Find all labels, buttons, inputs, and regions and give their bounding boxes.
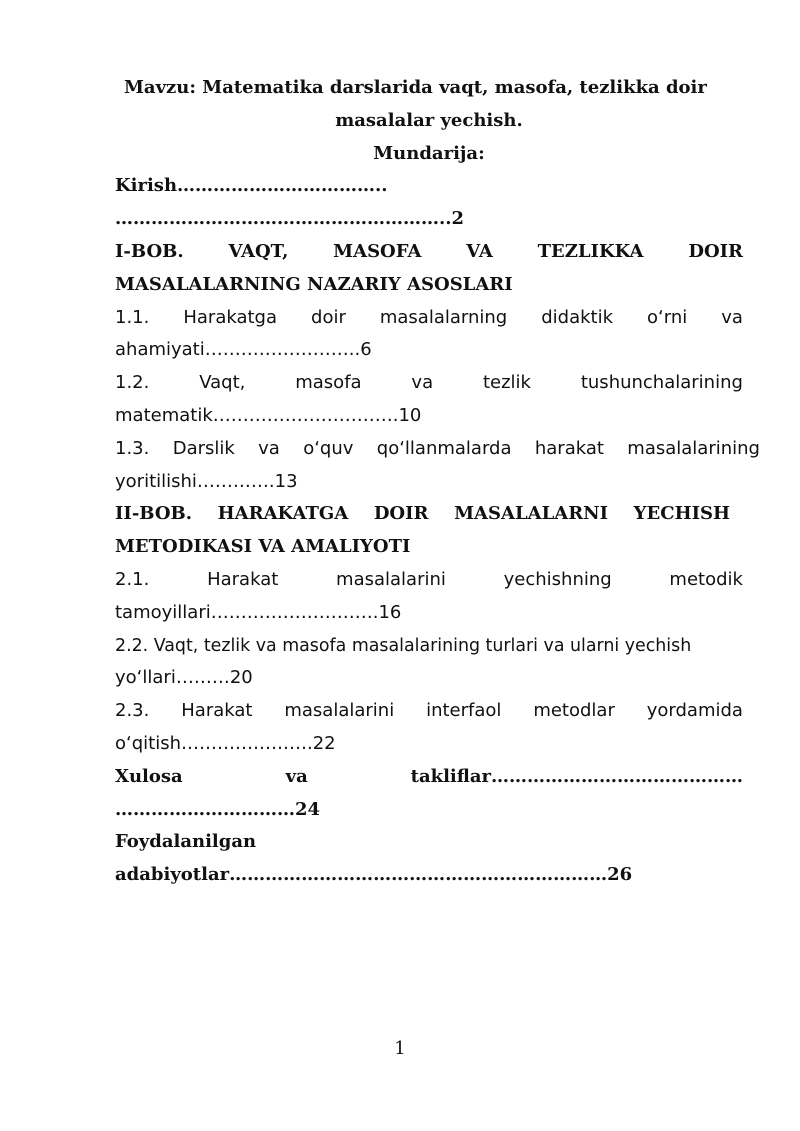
toc-section-1-3-line-1 bbox=[115, 433, 760, 466]
toc-section-1-3-line-2: yoritilishi………….13 bbox=[115, 470, 298, 492]
toc-section-2-2-line-1: 2.2. Vaqt, tezlik va masofa masalalarining turlari va ularni yechish bbox=[115, 635, 692, 656]
toc-section-2-3-line-1 bbox=[115, 695, 743, 728]
toc-word: qo‘llanmalarda bbox=[376, 437, 512, 459]
toc-word: MASOFA bbox=[333, 240, 422, 262]
table-of-contents bbox=[115, 72, 760, 892]
toc-word: Vaqt, bbox=[199, 372, 246, 394]
toc-word: VAQT, bbox=[228, 240, 289, 262]
toc-section-2-1-line-2: tamoyillari……………………….16 bbox=[115, 601, 402, 623]
toc-section-1-1-line-1 bbox=[115, 302, 743, 335]
toc-word: Xulosa bbox=[115, 765, 183, 787]
toc-word: takliflar…………………………………… bbox=[410, 765, 743, 787]
toc-word: va bbox=[721, 306, 743, 328]
toc-word: I-BOB. bbox=[115, 240, 184, 262]
toc-entry-kirish-line-2: ………………………………………………..2 bbox=[115, 208, 465, 230]
toc-word: o‘quv bbox=[303, 437, 354, 459]
toc-word: 2.3. bbox=[115, 700, 150, 722]
toc-word: o‘rni bbox=[647, 306, 688, 328]
toc-word: harakat bbox=[534, 437, 604, 459]
toc-section-1-2-line-2: matematik………………………….10 bbox=[115, 404, 422, 426]
toc-section-2-2-line-2: yo‘llari………20 bbox=[115, 667, 253, 689]
toc-word: Harakat bbox=[181, 700, 253, 722]
toc-entry-adabiyotlar-line-2: adabiyotlar………………………………………………………26 bbox=[115, 864, 633, 886]
toc-word: masofa bbox=[295, 372, 362, 394]
toc-word: VA bbox=[466, 240, 493, 262]
toc-word: 1.3. bbox=[115, 437, 150, 459]
toc-word: 1.2. bbox=[115, 372, 150, 394]
toc-word: va bbox=[411, 372, 434, 394]
toc-section-1-1-line-2: ahamiyati……………………..6 bbox=[115, 339, 372, 361]
page-number: 1 bbox=[394, 1038, 406, 1059]
toc-word: HARAKATGA bbox=[217, 503, 349, 525]
toc-word: masalalarning bbox=[379, 306, 508, 328]
toc-word: doir bbox=[311, 306, 346, 328]
toc-word: didaktik bbox=[541, 306, 614, 328]
toc-section-2-3-line-2: o‘qitish………………….22 bbox=[115, 732, 336, 754]
toc-section-2-1-line-1 bbox=[115, 564, 743, 597]
toc-word: 2.1. bbox=[115, 568, 150, 590]
document-title-line-1: Mavzu: Matematika darslarida vaqt, masofa, tezlikka doir bbox=[124, 77, 707, 98]
toc-word: metodlar bbox=[533, 700, 615, 722]
toc-word: Harakat bbox=[207, 568, 279, 590]
toc-word: II-BOB. bbox=[115, 503, 193, 525]
toc-entry-xulosa-line-2: …………………………24 bbox=[115, 798, 321, 820]
toc-word: yordamida bbox=[646, 700, 743, 722]
toc-word: tezlik bbox=[482, 372, 531, 394]
toc-word: Darslik bbox=[172, 437, 235, 459]
toc-word: va bbox=[258, 437, 280, 459]
document-title-line-2: masalalar yechish. bbox=[335, 109, 523, 131]
toc-word: tushunchalarining bbox=[580, 372, 743, 394]
toc-entry-adabiyotlar-line-1: Foydalanilgan bbox=[115, 831, 257, 853]
toc-word: MASALALARNI bbox=[454, 503, 609, 525]
toc-word: DOIR bbox=[373, 503, 429, 525]
toc-word: 1.1. bbox=[115, 306, 150, 328]
toc-entry-kirish-line-1: Kirish…………………………….. bbox=[115, 175, 388, 197]
toc-word: yechishning bbox=[503, 568, 612, 590]
toc-word: interfaol bbox=[426, 700, 502, 722]
toc-word: masalalarini bbox=[336, 568, 446, 590]
toc-word: metodik bbox=[669, 568, 743, 590]
toc-word: masalalarining bbox=[627, 437, 760, 459]
toc-chapter-1-line-2: MASALALARNING NAZARIY ASOSLARI bbox=[115, 273, 513, 295]
toc-word: Harakatga bbox=[183, 306, 278, 328]
toc-chapter-2-line-2: METODIKASI VA AMALIYOTI bbox=[115, 536, 411, 558]
toc-word: DOIR bbox=[688, 240, 743, 262]
toc-word: masalalarini bbox=[284, 700, 395, 722]
toc-heading: Mundarija: bbox=[373, 142, 485, 164]
toc-entry-xulosa-line-1 bbox=[115, 761, 743, 794]
toc-word: TEZLIKKA bbox=[537, 240, 644, 262]
toc-chapter-2-line-1 bbox=[115, 498, 730, 531]
toc-chapter-1-line-1 bbox=[115, 236, 743, 269]
toc-word: va bbox=[285, 765, 308, 787]
toc-word: YECHISH bbox=[633, 503, 730, 525]
toc-section-1-2-line-1 bbox=[115, 367, 743, 400]
